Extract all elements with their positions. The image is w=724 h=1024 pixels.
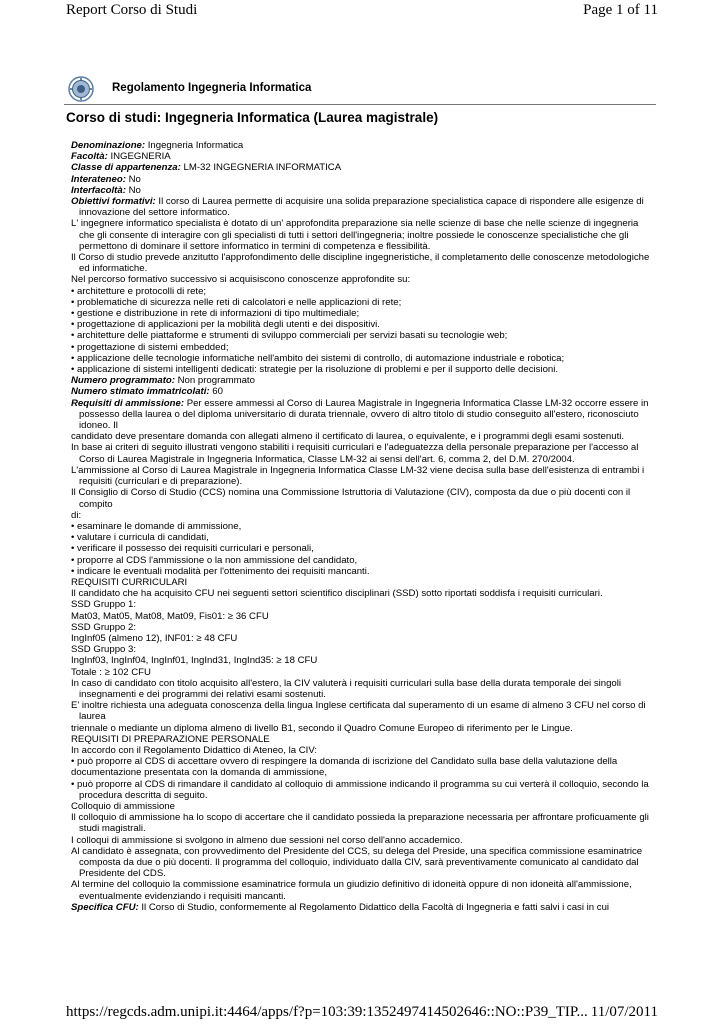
text-line: Il candidato che ha acquisito CFU nei seguenti settori scientifico disciplinari (SSD) sotto riportati soddisfa i requisiti curriculari. xyxy=(71,588,603,600)
field-denominazione xyxy=(71,140,655,151)
field-label: Interfacoltà: xyxy=(71,184,126,196)
obiettivi-text xyxy=(71,218,655,375)
field-value: No xyxy=(125,184,141,196)
field-obiettivi xyxy=(71,196,655,218)
text-line: triennale o mediante un diploma almeno di livello B1, secondo il Quadro Comune Europeo di riferimento per le Lingue. xyxy=(71,722,573,734)
text-line: SSD Gruppo 3: xyxy=(71,644,137,656)
text-line: IngInf05 (almeno 12), INF01: ≥ 48 CFU xyxy=(71,632,238,644)
field-value: Il Corso di Studio, conformemente al Regolamento Didattico della Facoltà di Ingegneria e fatti salvi i casi in cui xyxy=(138,901,610,913)
text-line: • applicazione delle tecnologie informatiche nell'ambito dei sistemi di controllo, di automazione industriale e robotica; xyxy=(71,352,565,364)
page-number: Page 1 of 11 xyxy=(583,2,658,18)
course-details xyxy=(71,140,655,913)
field-label: Numero programmato: xyxy=(71,375,175,387)
text-line: • progettazione di applicazioni per la mobilità degli utenti e dei dispositivi. xyxy=(71,319,380,331)
text-line: Il colloquio di ammissione ha lo scopo di accertare che il candidato possieda la preparazione necessaria per affrontare proficuamente gli studi magistrali. xyxy=(71,812,649,835)
text-line: In accordo con il Regolamento Didattico di Ateneo, la CIV: xyxy=(71,744,318,756)
field-label: Obiettivi formativi: xyxy=(71,196,156,208)
field-label: Specifica CFU: xyxy=(71,901,139,913)
field-label: Numero stimato immatricolati: xyxy=(71,386,210,398)
text-line: • applicazione di sistemi intelligenti dedicati: strategie per la risoluzione di problemi e per il supporto delle decisioni. xyxy=(71,364,559,376)
field-value: Il corso di Laurea permette di acquisire una solida preparazione specialistica capace di rispondere alle esigenze di innovazione del settore informatico. xyxy=(79,196,644,219)
text-line: L' ingegnere informatico specialista è dotato di un' approfondita preparazione sia nelle scienze di base che nelle scienze di ingegneria che gli consente di interagire con gli specialisti di tutti i settori dell'ingegneria; inoltre possiede le conoscenze specialistiche che gli permettono di dominare il settore informatico in termini di competenza e flessibilità. xyxy=(71,218,639,252)
field-specifica-cfu xyxy=(71,902,655,913)
text-line: REQUISITI DI PREPARAZIONE PERSONALE xyxy=(71,733,270,745)
text-line: Colloquio di ammissione xyxy=(71,800,175,812)
text-line: • architetture e protocolli di rete; xyxy=(71,285,207,297)
field-value: Per essere ammessi al Corso di Laurea Magistrale in Ingegneria Informatica Classe LM-32 occorre essere in possesso della laurea o del diploma universitario di durata triennale, ovvero di altro titolo di studio conseguito all'estero, riconosciuto idoneo. Il xyxy=(79,397,649,432)
text-line: • gestione e distribuzione in rete di informazioni di tipo multimediale; xyxy=(71,308,360,320)
text-line: • può proporre al CDS di rimandare il candidato al colloquio di ammissione indicando il programma su cui verterà il colloquio, secondo la procedura descritta di seguito. xyxy=(71,778,649,801)
requisiti-text xyxy=(71,431,655,902)
text-line: • può proporre al CDS di accettare ovvero di respingere la domanda di iscrizione del Candidato sulla base della valutazione della xyxy=(71,756,618,768)
text-line: candidato deve presentare domanda con allegati almeno il certificato di laurea, o equivalente, e i programmi degli esami sostenuti. xyxy=(71,431,625,443)
regulation-title: Regolamento Ingegneria Informatica xyxy=(112,82,312,94)
field-value: 60 xyxy=(209,386,223,398)
field-value: INGEGNERIA xyxy=(107,151,171,163)
field-value: Ingegneria Informatica xyxy=(145,140,244,151)
footer-url: https://regcds.adm.unipi.it:4464/apps/f?p=103:39:1352497414502646::NO::P39_TIP... xyxy=(66,1004,588,1020)
text-line: E' inoltre richiesta una adeguata conoscenza della lingua Inglese certificata dal superamento di un esame di almeno 3 CFU nel corso di laurea xyxy=(71,700,646,723)
text-line: In caso di candidato con titolo acquisito all'estero, la CIV valuterà i requisiti curriculari sulla base della durata temporale dei singoli insegnamenti e dei programmi dei relativi esami sostenuti. xyxy=(71,677,622,700)
field-classe xyxy=(71,162,655,173)
field-value: LM-32 INGEGNERIA INFORMATICA xyxy=(180,162,342,174)
divider xyxy=(64,104,656,105)
text-line: di: xyxy=(71,509,82,521)
text-line: • verificare il possesso dei requisiti curriculari e personali, xyxy=(71,543,314,555)
field-label: Classe di appartenenza: xyxy=(71,162,181,174)
text-line: REQUISITI CURRICULARI xyxy=(71,576,188,588)
field-value: No xyxy=(125,173,141,185)
field-numero-programmato xyxy=(71,375,655,386)
text-line: SSD Gruppo 2: xyxy=(71,621,137,633)
text-line: Mat03, Mat05, Mat08, Mat09, Fis01: ≥ 36 CFU xyxy=(71,610,269,622)
field-label: Interateneo: xyxy=(71,173,126,185)
text-line: Al termine del colloquio la commissione esaminatrice formula un giudizio definitivo di idoneità oppure di non idoneità all'ammissione, eventualmente evidenziando i requisiti mancanti. xyxy=(71,879,632,902)
text-line: I colloqui di ammissione si svolgono in almeno due sessioni nel corso dell'anno accademico. xyxy=(71,834,463,846)
text-line: • architetture delle piattaforme e strumenti di sviluppo commerciali per servizi basati su tecnologie web; xyxy=(71,330,508,342)
text-line: • problematiche di sicurezza nelle reti di calcolatori e nelle applicazioni di rete; xyxy=(71,296,402,308)
text-line: • indicare le eventuali modalità per l'ottenimento dei requisiti mancanti. xyxy=(71,565,370,577)
field-label: Requisiti di ammissione: xyxy=(71,397,185,409)
text-line: In base ai criteri di seguito illustrati vengono stabiliti i requisiti curriculari e l'adeguatezza della personale preparazione per l'accesso al Corso di Laurea Magistrale in Ingegneria Informatica, Classe LM-32 ai sensi dell'art. 6, comma 2, del D.M. 270/2004. xyxy=(71,442,639,465)
text-line: • proporre al CDS l'ammissione o la non ammissione del candidato, xyxy=(71,554,358,566)
university-seal-icon xyxy=(68,76,94,102)
text-line: SSD Gruppo 1: xyxy=(71,599,137,611)
text-line: Totale : ≥ 102 CFU xyxy=(71,666,151,678)
field-requisiti xyxy=(71,398,655,432)
field-interateneo xyxy=(71,174,655,185)
text-line: • valutare i curricula di candidati, xyxy=(71,532,209,544)
text-line: documentazione presentata con la domanda di ammissione, xyxy=(71,767,327,779)
field-facolta xyxy=(71,151,655,162)
text-line: Il Consiglio di Corso di Studio (CCS) nomina una Commissione Istruttoria di Valutazione (CIV), composta da due o più docenti con il compito xyxy=(71,487,631,510)
text-line: Al candidato è assegnata, con provvedimento del Presidente del CCS, su delega del Preside, una specifica commissione esaminatrice composta da due o più docenti. Il programma del colloquio, individuato dalla CIV, sarà preventivamente comunicato al candidato dal Presidente del CDS. xyxy=(71,845,643,880)
footer-date: 11/07/2011 xyxy=(590,1004,658,1020)
text-line: IngInf03, IngInf04, IngInf01, IngInd31, IngInd35: ≥ 18 CFU xyxy=(71,655,318,667)
field-label: Denominazione: xyxy=(71,140,146,151)
field-interfacolta xyxy=(71,185,655,196)
field-value: Non programmato xyxy=(174,375,255,387)
text-line: L'ammissione al Corso di Laurea Magistrale in Ingegneria Informatica Classe LM-32 viene decisa sulla base dell'esistenza di entrambi i requisiti (curriculari e di preparazione). xyxy=(71,464,645,488)
report-header-title: Report Corso di Studi xyxy=(66,2,198,18)
text-line: Il Corso di studio prevede anzitutto l'approfondimento delle discipline ingegneristiche, il completamento delle conoscenze metodologiche ed informatiche. xyxy=(71,252,650,275)
text-line: • esaminare le domande di ammissione, xyxy=(71,520,242,532)
text-line: Nel percorso formativo successivo si acquisiscono conoscenze approfondite su: xyxy=(71,274,411,286)
field-label: Facoltà: xyxy=(71,151,108,163)
course-title: Corso di studi: Ingegneria Informatica (Laurea magistrale) xyxy=(66,110,439,125)
text-line: • progettazione di sistemi embedded; xyxy=(71,341,229,353)
field-numero-stimato xyxy=(71,386,655,397)
